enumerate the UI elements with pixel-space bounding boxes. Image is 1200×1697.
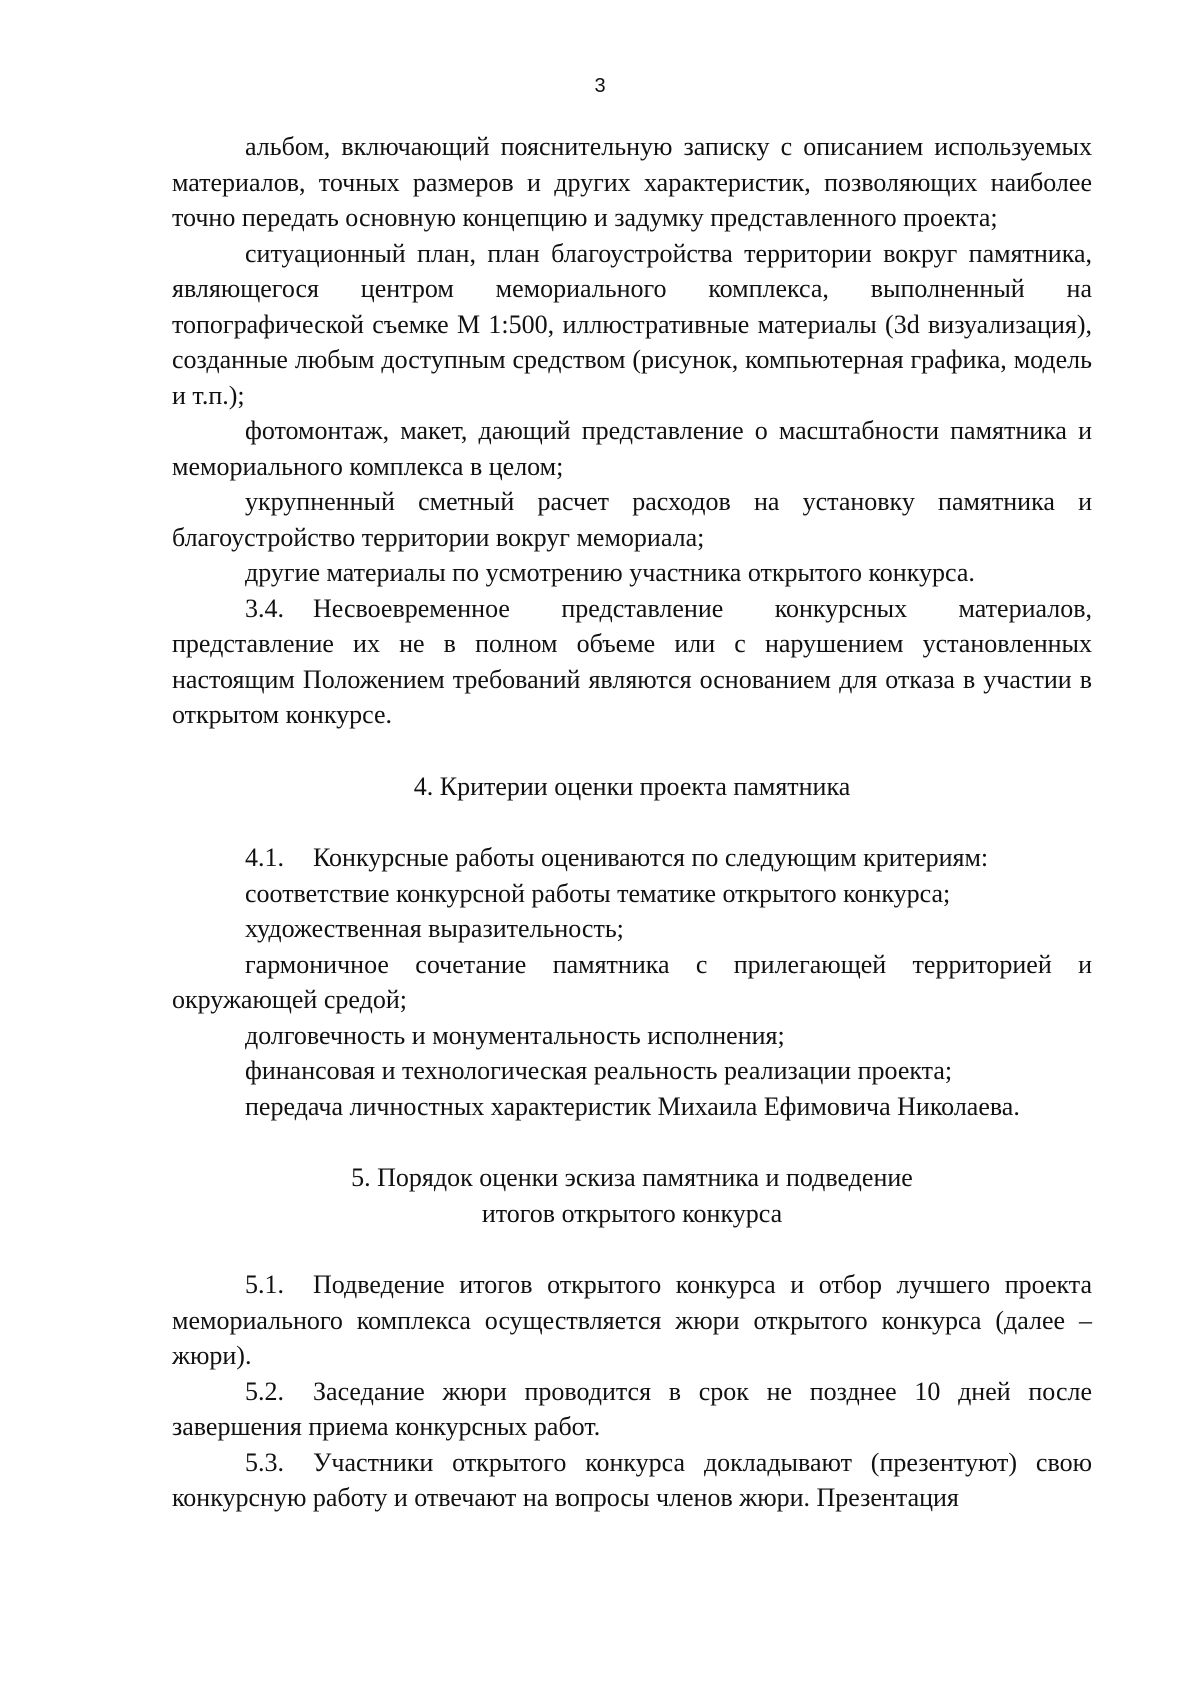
clause-number: 5.1.	[245, 1270, 284, 1299]
page-number: 3	[594, 75, 606, 97]
clause-5-2	[172, 1374, 1092, 1445]
clause-number: 3.4.	[245, 593, 284, 623]
paragraph-other-materials: другие материалы по усмотрению участника открытого конкурса.	[245, 558, 975, 587]
clause-number: 5.2.	[245, 1376, 284, 1406]
section-5-heading-line-2: итогов открытого конкурса	[481, 1198, 783, 1228]
criterion-item: финансовая и технологическая реальность реализации проекта;	[245, 1056, 953, 1085]
section-5-heading-line-1: 5. Порядок оценки эскиза памятника и подведение	[351, 1163, 913, 1192]
clause-4-1	[172, 840, 1092, 876]
paragraph-photomontage: фотомонтаж, макет, дающий представление о масштабности памятника и мемориального комплекса в целом;	[172, 416, 1092, 481]
section-5-heading	[172, 1160, 1092, 1231]
paragraph-situational-plan: ситуационный план, план благоустройства территории вокруг памятника, являющегося центром мемориального комплекса, выполненный на топографической съемке М 1:500, иллюстративные материалы (3d визуализация), созданные любым доступным средством (рисунок, компьютерная графика, модель и т.п.);	[172, 238, 1092, 410]
criterion-item: соответствие конкурсной работы тематике открытого конкурса;	[245, 878, 951, 908]
criterion-item: художественная выразительность;	[245, 914, 624, 943]
criterion-item: долговечность и монументальность исполнения;	[245, 1020, 785, 1050]
clause-text: Подведение итогов открытого конкурса и отбор лучшего проекта мемориального комплекса осуществляется жюри открытого конкурса (далее – жюри).	[172, 1270, 1092, 1370]
paragraph-album: альбом, включающий пояснительную записку с описанием используемых материалов, точных размеров и других характеристик, позволяющих наиболее точно передать основную концепцию и задумку представленного проекта;	[172, 132, 1092, 232]
clause-5-3	[172, 1445, 1092, 1516]
section-4-heading: 4. Критерии оценки проекта памятника	[413, 771, 851, 801]
paragraph-cost-estimate: укрупненный сметный расчет расходов на установку памятника и благоустройство территории вокруг мемориала;	[172, 487, 1092, 552]
clause-5-1	[172, 1267, 1092, 1374]
clause-text: Конкурсные работы оцениваются по следующим критериям:	[313, 843, 989, 872]
document-body	[172, 129, 1092, 1516]
criterion-item: передача личностных характеристик Михаила Ефимовича Николаева.	[245, 1091, 1020, 1121]
clause-3-4	[172, 591, 1092, 733]
clause-number: 5.3.	[245, 1447, 284, 1477]
clause-number: 4.1.	[245, 843, 284, 872]
criterion-item: гармоничное сочетание памятника с прилегающей территорией и окружающей средой;	[172, 949, 1092, 1014]
clause-text: Участники открытого конкурса докладывают (презентуют) свою конкурсную работу и отвечают на вопросы членов жюри. Презентация	[172, 1447, 1092, 1512]
clause-text: Заседание жюри проводится в срок не позднее 10 дней после завершения приема конкурсных работ.	[172, 1376, 1092, 1441]
clause-text: Несвоевременное представление конкурсных материалов, представление их не в полном объеме или с нарушением установленных настоящим Положением требований являются основанием для отказа в участии в открытом конкурсе.	[172, 593, 1092, 729]
